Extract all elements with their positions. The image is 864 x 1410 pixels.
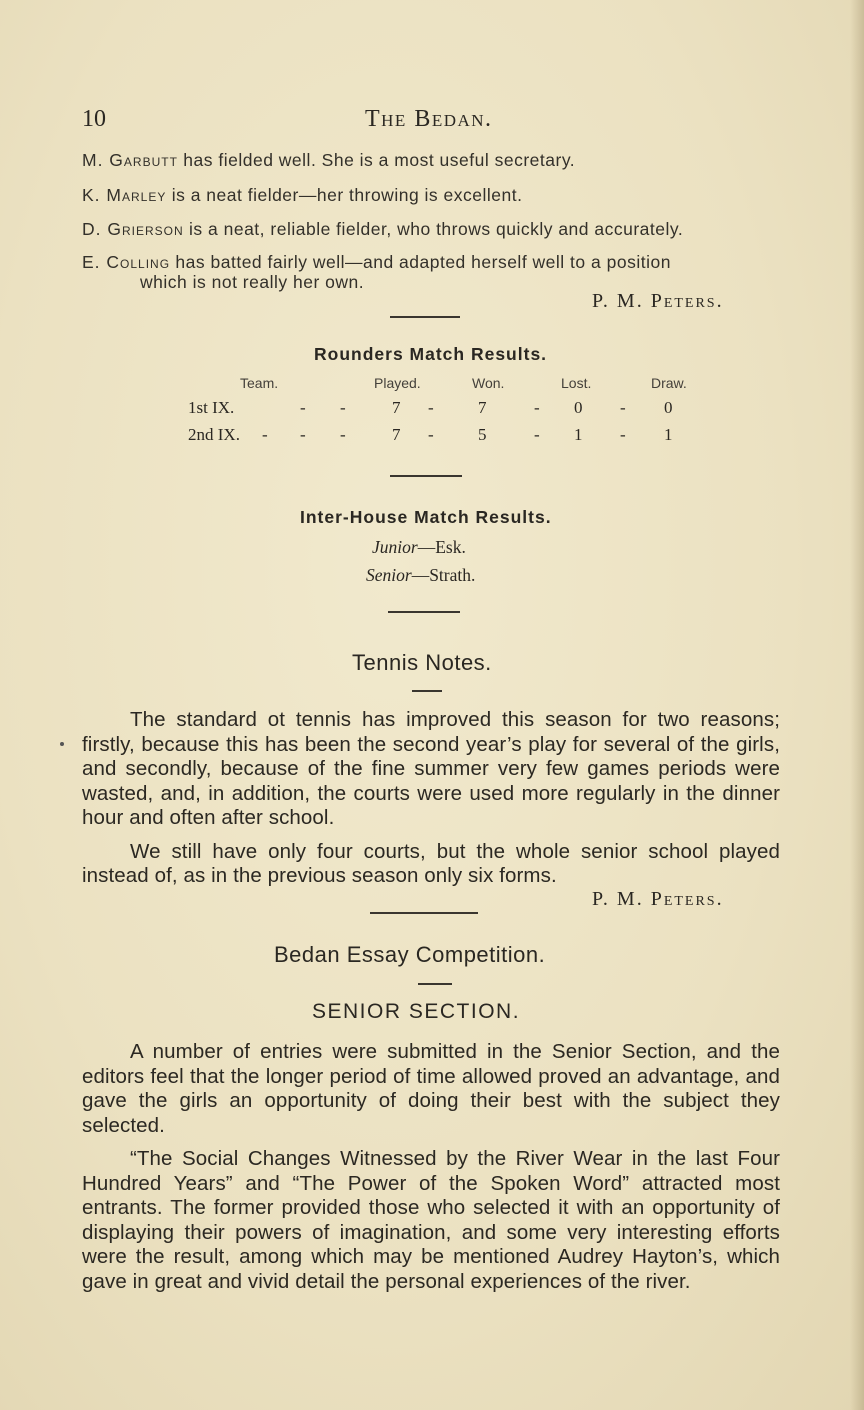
divider	[370, 912, 478, 914]
lost-cell: 0	[574, 398, 583, 417]
table-row	[188, 425, 240, 445]
paragraph: A number of entries were submitted in the Senior Section, and the editors feel that the longer period of time allowed proved an advantage, and gave the girls an opportunity of doing their best with the subject they selected.	[82, 1040, 780, 1137]
note-line: K. Marley is a neat fielder—her throwing is excellent.	[82, 185, 523, 205]
divider	[388, 611, 460, 613]
signature: P. M. Peters.	[592, 888, 724, 910]
junior-result: Junior—Esk.	[372, 537, 466, 557]
note-line: E. Colling has batted fairly well—and adapted herself well to a position	[82, 252, 671, 272]
paragraph: “The Social Changes Witnessed by the River Wear in the last Four Hundred Years” and “The Power of the Spoken Word” attracted most entrants. The former provided those who selected it with an opportunity of displaying their powers of imagination, and some very interesting efforts were the result, among which may be mentioned Audrey Hayton’s, which gave in great and vivid detail the personal experiences of the river.	[82, 1147, 780, 1293]
heading-essay: Bedan Essay Competition.	[274, 942, 546, 967]
paragraph: We still have only four courts, but the whole senior school played instead of, as in the previous season only six forms.	[82, 839, 780, 887]
page-number: 10	[82, 106, 106, 132]
divider	[412, 690, 442, 692]
table-header: Played.	[374, 375, 421, 391]
divider	[390, 475, 462, 477]
section-label: SENIOR SECTION.	[312, 1000, 521, 1023]
team-cell: 2nd IX.	[188, 425, 240, 444]
team-cell: 1st IX.	[188, 398, 235, 417]
table-header: Team.	[240, 375, 279, 391]
played-cell: 7	[392, 398, 401, 417]
heading-tennis: Tennis Notes.	[352, 650, 492, 675]
signature: P. M. Peters.	[592, 290, 724, 312]
table-header: Draw.	[651, 375, 687, 391]
won-cell: 7	[478, 398, 487, 417]
note-line: D. Grierson is a neat, reliable fielder, who throws quickly and accurately.	[82, 219, 684, 239]
senior-result: Senior—Strath.	[366, 565, 476, 585]
margin-mark	[60, 742, 64, 746]
essay-body	[82, 1040, 780, 1294]
running-title: The Bedan.	[365, 106, 493, 132]
draw-cell: 1	[664, 425, 673, 444]
section-title: Rounders Match Results.	[314, 344, 548, 364]
tennis-notes-body	[82, 708, 780, 889]
table-header: Lost.	[561, 375, 592, 391]
document-page: 10 The Bedan. M. Garbutt has fielded well. She is a most useful secretary. K. Marley is a neat fielder—her throwing is excellent. D. Grierson is a neat, reliable fielder, who throws quickly and accurately. E. Colling has batted fairly well—and adapted herself well to a position which is not really her own. P. M. Peters. Rounders Match Results. Team. Played. Won. Lost. Draw. 1st IX. - - 7 - 7 - 0 - 0 2nd IX. - - - 7 - 5 - 1 - 1 Inter-House Match Results. Junior—Esk. Senior—Strath. Tennis Notes. The standard ot tennis has improved this season for two reasons; firstly, because this has been the second year’s play for several of the girls, and secondly, because of the fine summer very few games periods were wasted, and, in addition, the courts were used more regularly in the dinner hour and often after school. We still have only four courts, but the whole senior school played instead of, as in the previous season only six forms. P. M. Peters. Bedan Essay Competition. SENIOR SECTION. A number of entries were submitted in the Senior Section, and the editors feel that the longer period of time allowed proved an advantage, and gave the girls an opportunity of doing their best with the subject they selected. “The Social Changes Witnessed by the River Wear in the last Four Hundred Years” and “The Power of the Spoken Word” attracted most entrants. The former provided those who selected it with an opportunity of displaying their powers of imagination, and some very interesting efforts were the result, among which may be mentioned Audrey Hayton’s, which gave in great and vivid detail the personal experiences of the river.	[0, 0, 864, 1410]
page-edge-shadow	[850, 0, 864, 1410]
table-header: Won.	[472, 375, 505, 391]
divider	[390, 316, 460, 318]
note-line: M. Garbutt has fielded well. She is a most useful secretary.	[82, 150, 576, 170]
section-title: Inter-House Match Results.	[300, 507, 552, 527]
won-cell: 5	[478, 425, 487, 444]
lost-cell: 1	[574, 425, 583, 444]
draw-cell: 0	[664, 398, 673, 417]
table-row	[188, 398, 234, 418]
paragraph: The standard ot tennis has improved this season for two reasons; firstly, because this has been the second year’s play for several of the girls, and secondly, because of the fine summer very few games periods were wasted, and, in addition, the courts were used more regularly in the dinner hour and often after school.	[82, 708, 780, 829]
note-line-continued: which is not really her own.	[140, 272, 365, 292]
divider	[418, 983, 452, 985]
played-cell: 7	[392, 425, 401, 444]
